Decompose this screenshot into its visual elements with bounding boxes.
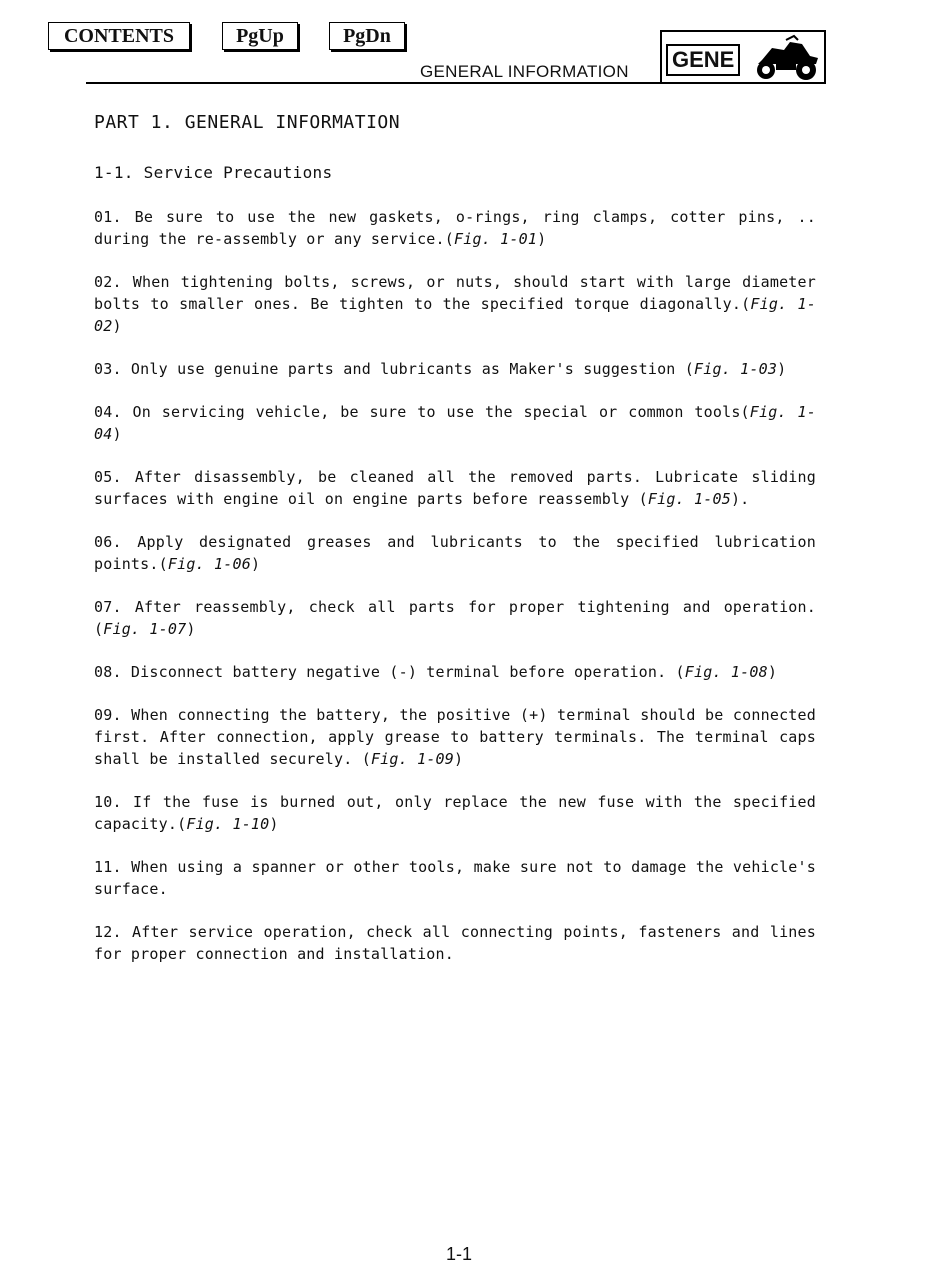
precautions-list — [94, 206, 834, 965]
precaution-item — [94, 661, 816, 683]
precaution-item — [94, 358, 816, 380]
document-body — [94, 112, 834, 965]
contents-button[interactable]: CONTENTS — [48, 22, 190, 50]
precaution-close: ) — [112, 425, 122, 443]
figure-reference: Fig. 1-09 — [370, 750, 455, 768]
precaution-close: ). — [730, 490, 750, 508]
precaution-item — [94, 271, 816, 337]
page-up-button[interactable]: PgUp — [222, 22, 298, 50]
precaution-close: ) — [112, 317, 122, 335]
precaution-text: 07. After reassembly, check all parts for proper tightening and operation.( — [94, 598, 816, 638]
figure-reference: Fig. 1-10 — [186, 815, 270, 833]
page-number: 1-1 — [445, 1244, 472, 1264]
precaution-close: ) — [537, 230, 547, 248]
figure-reference: Fig. 1-08 — [684, 663, 768, 681]
precaution-text: 11. When using a spanner or other tools, make sure not to damage the vehicle's surface. — [94, 858, 816, 898]
precaution-close: ) — [767, 663, 778, 681]
precaution-close: ) — [269, 815, 279, 833]
precaution-text: 03. Only use genuine parts and lubricants as Maker's suggestion ( — [94, 360, 694, 378]
precaution-text: 01. Be sure to use the new gaskets, o-rings, ring clamps, cotter pins, .. during the re-assembly or any service.( — [94, 208, 816, 248]
figure-reference: Fig. 1-01 — [454, 230, 538, 248]
precaution-text: 04. On servicing vehicle, be sure to use the special or common tools( — [94, 403, 750, 421]
precaution-item — [94, 596, 816, 640]
section-badge — [660, 30, 826, 84]
atv-icon — [750, 34, 822, 82]
precaution-close: ) — [777, 360, 787, 378]
precaution-item — [94, 206, 816, 250]
precaution-text: 09. When connecting the battery, the positive (+) terminal should be connected first. After connection, apply grease to battery terminals. The terminal caps shall be installed securely. ( — [94, 706, 816, 768]
figure-reference: Fig. 1-07 — [103, 620, 187, 638]
figure-reference: Fig. 1-05 — [647, 490, 731, 508]
precaution-text: 06. Apply designated greases and lubricants to the specified lubrication points.( — [94, 533, 816, 573]
header-rule — [86, 82, 660, 84]
section-title: 1-1. Service Precautions — [94, 163, 333, 182]
precaution-close: ) — [454, 750, 464, 768]
precaution-close: ) — [186, 620, 196, 638]
figure-reference: Fig. 1-04 — [94, 403, 816, 443]
page-down-button[interactable]: PgDn — [329, 22, 405, 50]
precaution-item — [94, 921, 816, 965]
section-badge-label: GENE — [666, 44, 740, 76]
figure-reference: Fig. 1-02 — [94, 295, 816, 335]
precaution-item — [94, 856, 816, 900]
precaution-item — [94, 531, 816, 575]
precaution-item — [94, 401, 816, 445]
precaution-text: 08. Disconnect battery negative (-) terminal before operation. ( — [94, 663, 685, 681]
precaution-item — [94, 704, 816, 770]
part-title: PART 1. GENERAL INFORMATION — [94, 112, 401, 133]
precaution-item — [94, 466, 816, 510]
precaution-close: ) — [250, 555, 261, 573]
figure-reference: Fig. 1-03 — [694, 360, 778, 378]
header-title: GENERAL INFORMATION — [420, 62, 629, 81]
precaution-text: 02. When tightening bolts, screws, or nuts, should start with large diameter bolts to smaller ones. Be tighten to the specified torque diagonally.( — [94, 273, 816, 313]
precaution-item — [94, 791, 816, 835]
precaution-text: 10. If the fuse is burned out, only replace the new fuse with the specified capacity.( — [94, 793, 816, 833]
figure-reference: Fig. 1-06 — [167, 555, 251, 573]
precaution-text: 05. After disassembly, be cleaned all the removed parts. Lubricate sliding surfaces with engine oil on engine parts before reassembly ( — [94, 468, 816, 508]
precaution-text: 12. After service operation, check all connecting points, fasteners and lines for proper connection and installation. — [94, 923, 816, 963]
